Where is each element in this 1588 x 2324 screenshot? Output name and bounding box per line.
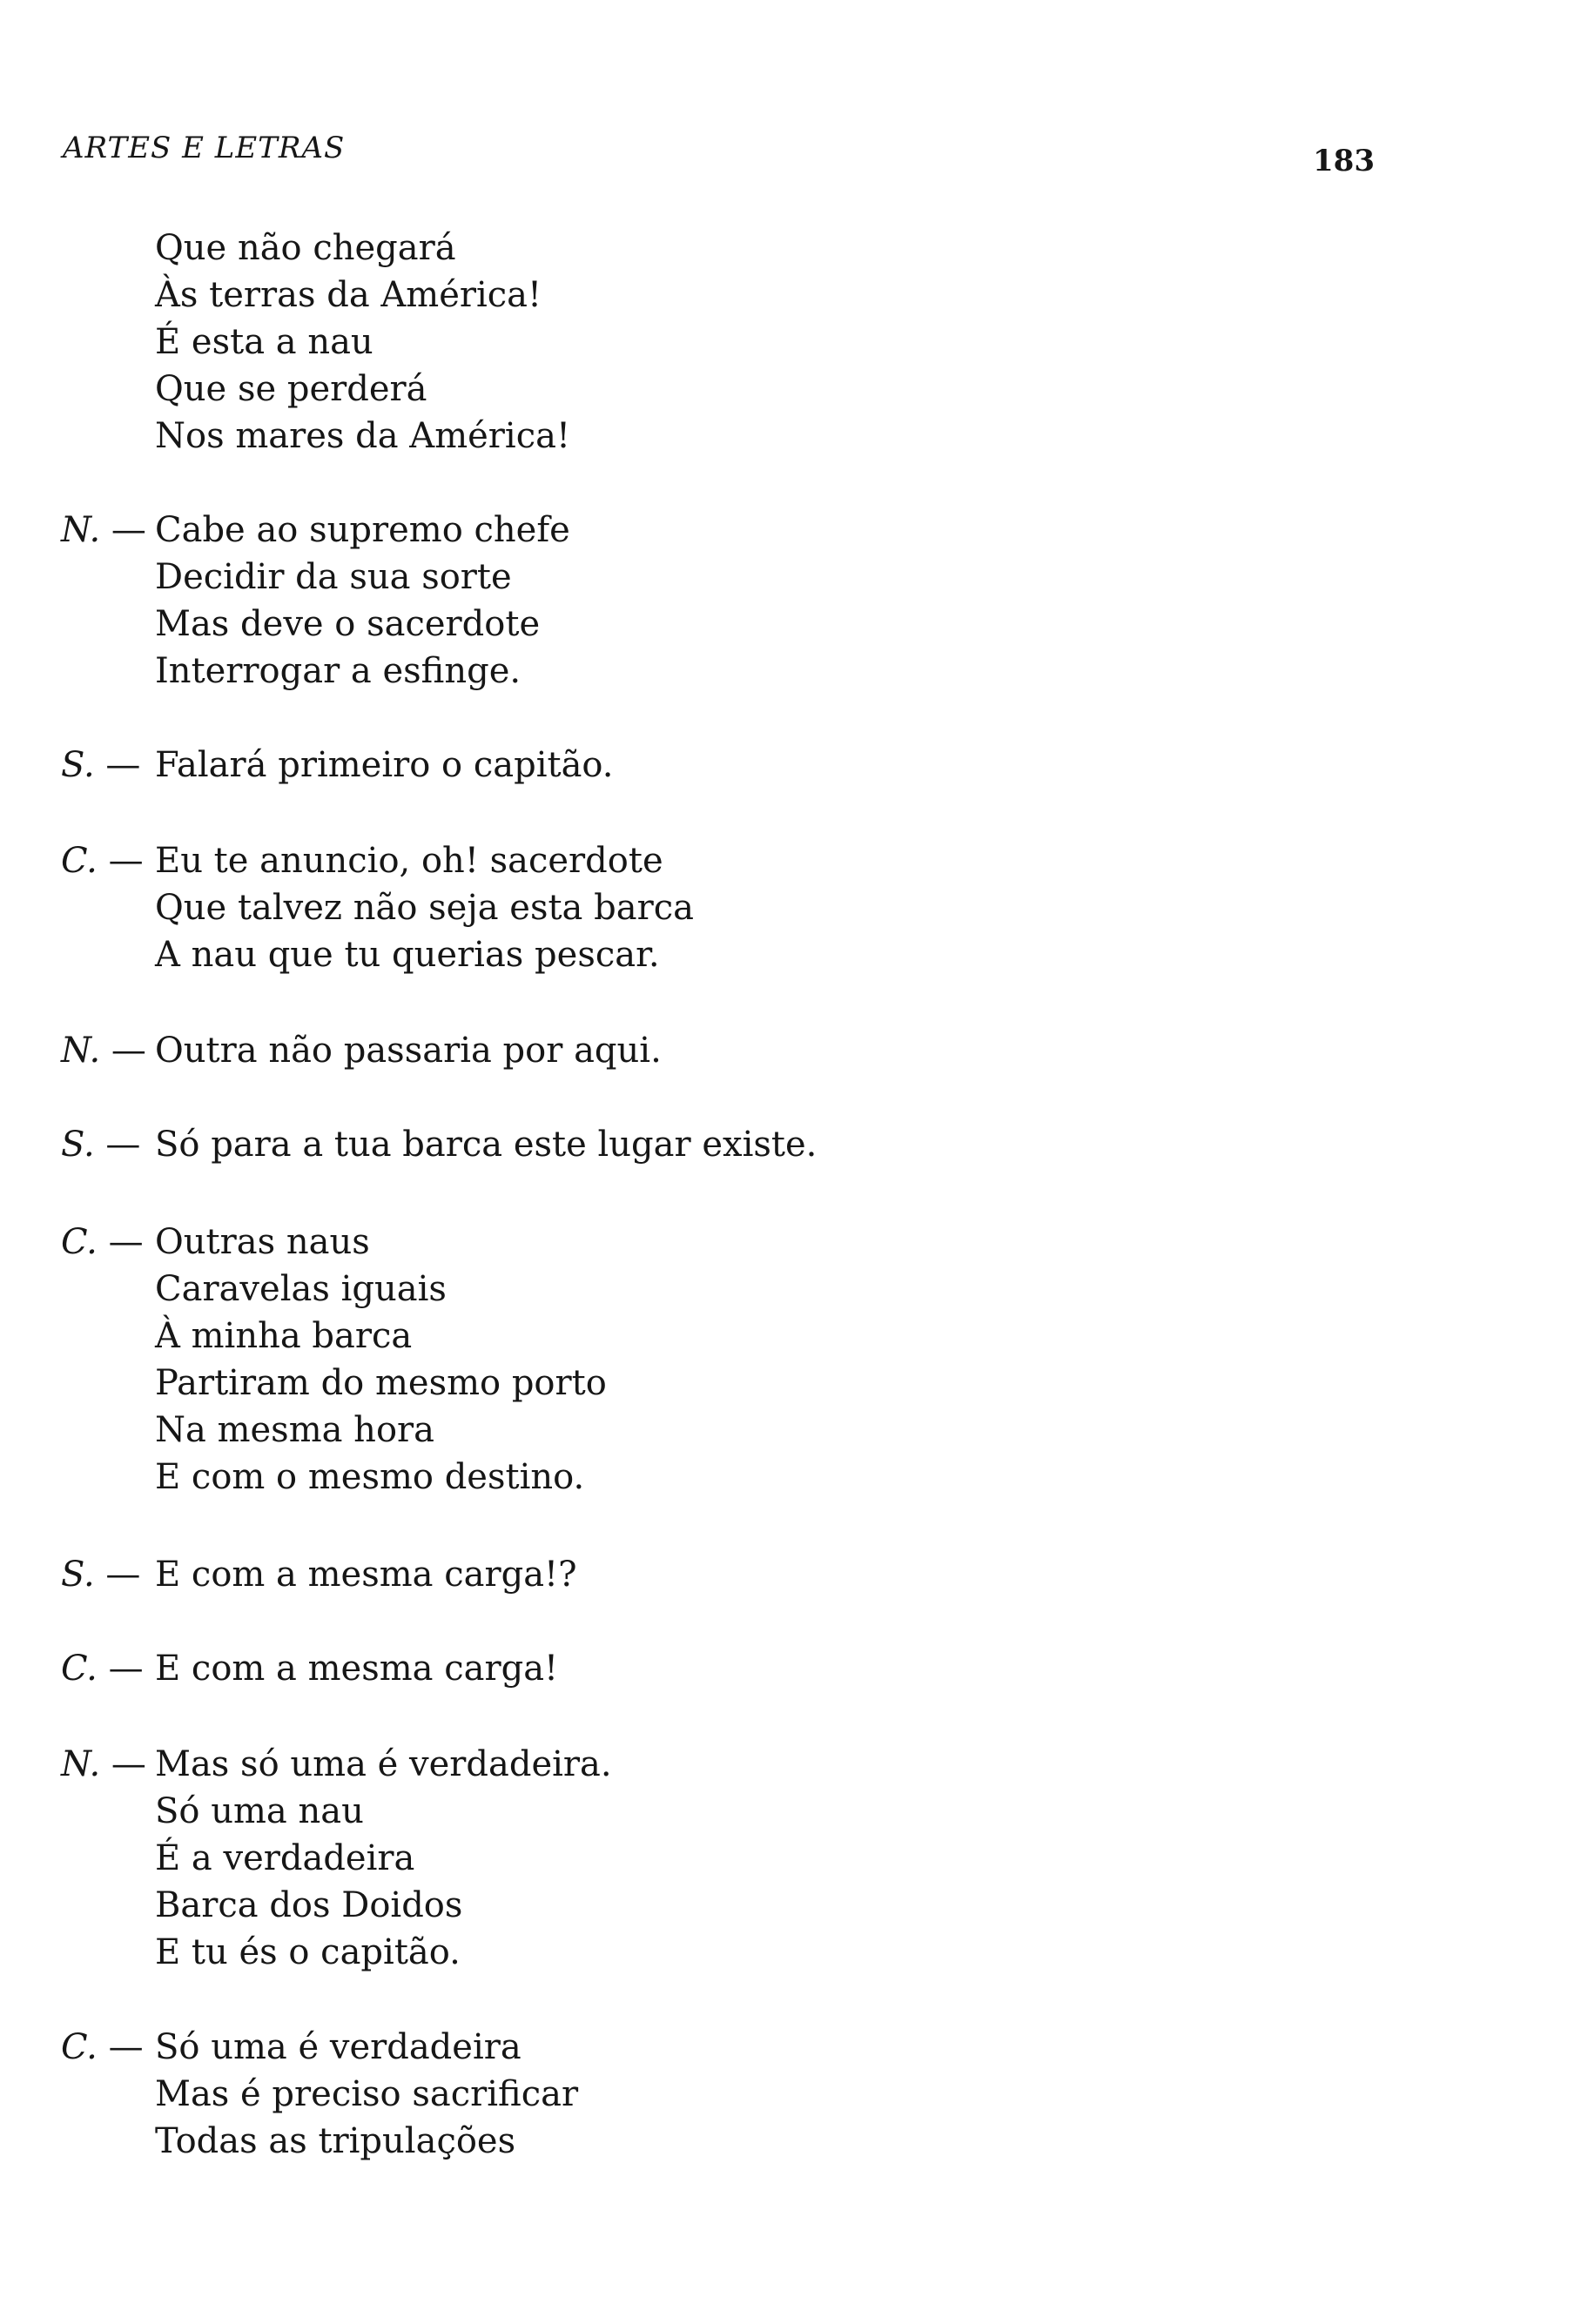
speaker-label: S. — xyxy=(61,745,141,785)
speaker-initial: C. xyxy=(61,841,98,881)
verse-line: Mas é preciso sacrificar xyxy=(155,2074,579,2114)
verse-line xyxy=(61,742,1106,789)
verse-line: Interrogar a esfinge. xyxy=(155,651,521,691)
page-number: 183 xyxy=(1313,144,1375,178)
verse-line xyxy=(61,1219,1106,1266)
verse-line: Que se perderá xyxy=(155,369,427,409)
verse-line: E tu és o capitão. xyxy=(155,1932,461,1972)
verse-text: Outra não passaria por aqui. xyxy=(155,1031,662,1071)
verse-line: Mas deve o sacerdote xyxy=(155,604,541,644)
stanza xyxy=(61,2024,1106,2165)
verse-line xyxy=(61,1551,1106,1598)
speaker-label: N. — xyxy=(61,510,146,550)
verse-line: Todas as tripulações xyxy=(155,2121,516,2161)
verse-line xyxy=(61,1121,1106,1168)
verse-line xyxy=(61,1645,1106,1692)
verse-line: Na mesma hora xyxy=(155,1410,434,1450)
speaker-initial: S. xyxy=(61,745,95,785)
speaker-initial: C. xyxy=(61,2027,98,2067)
verse-text: Mas só uma é verdadeira. xyxy=(155,1744,612,1784)
stanza xyxy=(61,225,1106,460)
verse-line: É esta a nau xyxy=(155,322,373,362)
running-header-title: ARTES E LETRAS xyxy=(63,131,346,165)
speaker-label: N. — xyxy=(61,1031,146,1071)
speaker-initial: C. xyxy=(61,1222,98,1262)
speaker-label: C. — xyxy=(61,841,144,881)
verse-line: A nau que tu querias pescar. xyxy=(155,935,660,975)
speaker-initial: S. xyxy=(61,1555,95,1595)
stanza xyxy=(61,742,1106,789)
verse-line xyxy=(61,837,1106,884)
stanza xyxy=(61,1551,1106,1598)
speaker-label: C. — xyxy=(61,1649,144,1689)
stanza xyxy=(61,837,1106,978)
speaker-initial: C. xyxy=(61,1649,98,1689)
verse-line: Partiram do mesmo porto xyxy=(155,1363,607,1403)
verse-line: É a verdadeira xyxy=(155,1838,415,1878)
stanza xyxy=(61,1027,1106,1074)
speaker-label: N. — xyxy=(61,1744,146,1784)
speaker-label: S. — xyxy=(61,1125,141,1165)
stanza xyxy=(61,1121,1106,1168)
stanza xyxy=(61,1645,1106,1692)
verse-line: Que não chegará xyxy=(155,228,456,268)
verse-line: Que talvez não seja esta barca xyxy=(155,888,694,928)
stanza xyxy=(61,1741,1106,1976)
verse-text: E com a mesma carga!? xyxy=(155,1555,577,1595)
speaker-initial: N. xyxy=(61,1031,101,1071)
verse-line: Decidir da sua sorte xyxy=(155,557,512,597)
verse-text: Eu te anuncio, oh! sacerdote xyxy=(155,841,663,881)
verse-line: Às terras da América! xyxy=(155,275,542,315)
verse-line xyxy=(61,1741,1106,1788)
verse-text: Só para a tua barca este lugar existe. xyxy=(155,1125,818,1165)
verse-line: Barca dos Doidos xyxy=(155,1885,463,1925)
speaker-initial: N. xyxy=(61,510,101,550)
verse-line: À minha barca xyxy=(155,1316,413,1356)
verse-text: Falará primeiro o capitão. xyxy=(155,745,614,785)
speaker-initial: N. xyxy=(61,1744,101,1784)
verse-line xyxy=(61,507,1106,554)
speaker-label: C. — xyxy=(61,2027,144,2067)
verse-line: Só uma nau xyxy=(155,1791,364,1831)
speaker-label: C. — xyxy=(61,1222,144,1262)
verse-line: Caravelas iguais xyxy=(155,1269,447,1309)
speaker-label: S. — xyxy=(61,1555,141,1595)
verse-text: Outras naus xyxy=(155,1222,370,1262)
stanza xyxy=(61,1219,1106,1501)
verse-text: Só uma é verdadeira xyxy=(155,2027,521,2067)
verse-line xyxy=(61,1027,1106,1074)
verse-text: E com a mesma carga! xyxy=(155,1649,559,1689)
speaker-initial: S. xyxy=(61,1125,95,1165)
verse-line: Nos mares da América! xyxy=(155,416,571,456)
verse-text: Cabe ao supremo chefe xyxy=(155,510,570,550)
verse-line xyxy=(61,2024,1106,2071)
verse-line: E com o mesmo destino. xyxy=(155,1457,585,1497)
stanza xyxy=(61,507,1106,695)
